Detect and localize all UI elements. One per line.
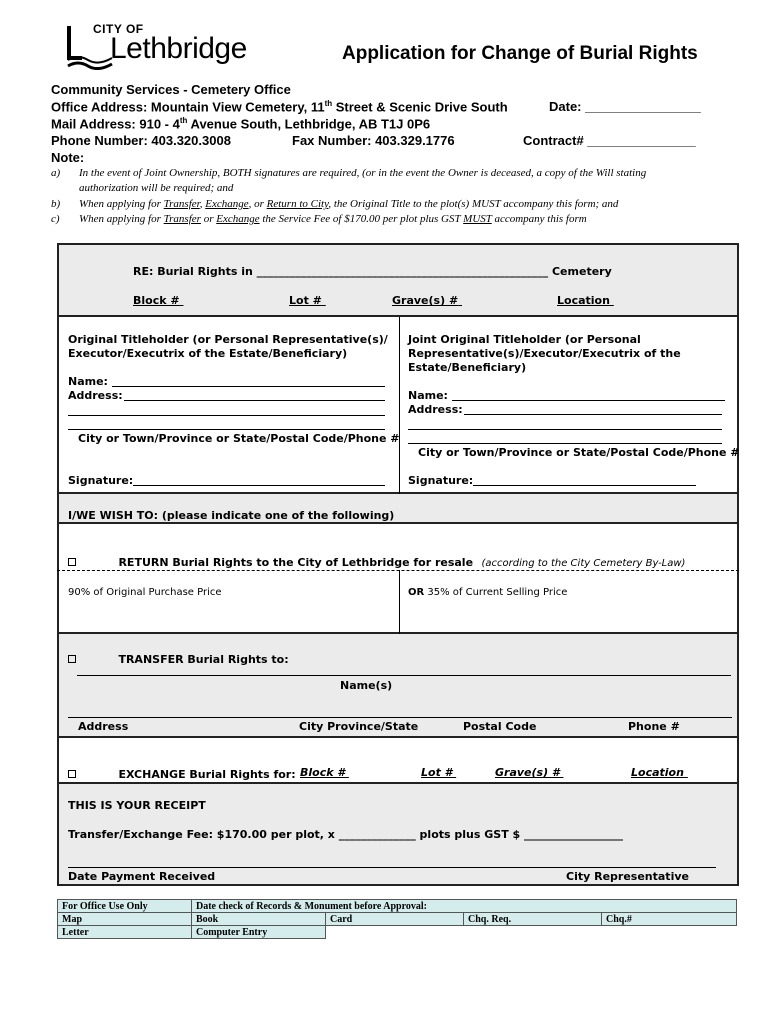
titleholder-name-label: Name: <box>68 375 108 388</box>
receipt-signature-line[interactable] <box>68 867 716 868</box>
transfer-postal-label: Postal Code <box>463 720 537 733</box>
transfer-names-label: Name(s) <box>340 679 393 692</box>
titleholder-address-input-2[interactable] <box>68 415 385 416</box>
joint-heading-cont-2: Estate/Beneficiary) <box>408 361 527 374</box>
exchange-lot-field[interactable]: Lot # <box>421 766 453 779</box>
titleholder-city-label: City or Town/Province or State/Postal Code/Phone # <box>78 432 400 445</box>
table-row <box>58 926 737 939</box>
office-chq-req-cell: Chq. Req. <box>464 913 602 926</box>
titleholder-signature-input[interactable] <box>133 485 385 486</box>
office-card-cell: Card <box>326 913 464 926</box>
office-department: Community Services - Cemetery Office <box>51 82 291 97</box>
page-title: Application for Change of Burial Rights <box>342 43 698 64</box>
receipt-fee-line[interactable]: Transfer/Exchange Fee: $170.00 per plot, x ______________ plots plus GST $ __________________ <box>68 828 624 841</box>
note-label: Note: <box>51 150 85 165</box>
return-section <box>57 524 739 634</box>
phone-number: Phone Number: 403.320.3008 <box>51 133 231 148</box>
receipt-city-rep-label: City Representative <box>566 870 689 883</box>
office-map-cell: Map <box>58 913 192 926</box>
re-block-field[interactable]: Block # <box>133 294 180 307</box>
note-a-text: In the event of Joint Ownership, BOTH signatures are required, (or in the event the Owner is deceased, a copy of the Will stating <box>79 167 647 179</box>
joint-city-label: City or Town/Province or State/Postal Code/Phone # <box>418 446 740 459</box>
return-label: RETURN Burial Rights to the City of Lethbridge for resale <box>118 556 474 569</box>
joint-heading: Joint Original Titleholder (or Personal <box>408 333 641 346</box>
return-checkbox[interactable] <box>68 558 76 566</box>
note-a-text-cont: authorization will be required; and <box>79 182 234 194</box>
office-address: Office Address: Mountain View Cemetery, 11th Street & Scenic Drive South <box>51 99 508 115</box>
logo-name: Lethbridge <box>110 32 247 65</box>
joint-heading-cont: Representative(s)/Executor/Executrix of the <box>408 347 681 360</box>
titleholder-heading: Original Titleholder (or Personal Representative(s)/ <box>68 333 388 346</box>
exchange-checkbox[interactable] <box>68 770 76 778</box>
re-grave-field[interactable]: Grave(s) # <box>392 294 459 307</box>
note-b-text: When applying for Transfer, Exchange, or Return to City, the Original Title to the plot(s) MUST accompany this form; and <box>79 198 619 210</box>
return-35pct: OR 35% of Current Selling Price <box>408 587 568 598</box>
re-burial-rights-field[interactable]: RE: Burial Rights in _____________________________________________________ Cemetery <box>133 265 612 278</box>
exchange-label: EXCHANGE Burial Rights for: <box>118 768 296 781</box>
office-computer-cell: Computer Entry <box>192 926 326 939</box>
joint-signature-input[interactable] <box>473 485 696 486</box>
return-note: (according to the City Cemetery By-Law) <box>481 558 686 569</box>
titleholder-heading-cont: Executor/Executrix of the Estate/Beneficiary) <box>68 347 348 360</box>
joint-name-label: Name: <box>408 389 448 402</box>
contract-field[interactable]: Contract# _______________ <box>523 133 696 148</box>
date-field[interactable]: Date: ________________ <box>549 99 701 114</box>
note-c: c) <box>51 213 60 225</box>
joint-address-input[interactable] <box>464 414 722 415</box>
transfer-phone-label: Phone # <box>628 720 680 733</box>
logo-city-of: CITY OF <box>93 22 144 36</box>
exchange-location-field[interactable]: Location <box>631 766 684 779</box>
joint-name-input[interactable] <box>452 400 725 401</box>
exchange-option[interactable] <box>68 765 296 783</box>
table-row <box>58 900 737 913</box>
transfer-option[interactable] <box>68 650 289 668</box>
return-option[interactable] <box>68 553 685 571</box>
re-location-field[interactable]: Location <box>557 294 610 307</box>
joint-address-input-2[interactable] <box>408 429 722 430</box>
titleholder-address-input[interactable] <box>124 400 385 401</box>
transfer-city-label: City Province/State <box>299 720 419 733</box>
transfer-names-input[interactable] <box>77 675 731 676</box>
office-chq-no-cell: Chq.# <box>602 913 737 926</box>
exchange-grave-field[interactable]: Grave(s) # <box>495 766 560 779</box>
records-check-header: Date check of Records & Monument before Approval: <box>192 900 737 913</box>
fax-number: Fax Number: 403.329.1776 <box>292 133 455 148</box>
office-use-table <box>57 899 737 939</box>
return-90pct: 90% of Original Purchase Price <box>68 587 222 598</box>
transfer-address-label: Address <box>78 720 129 733</box>
mail-address: Mail Address: 910 - 4th Avenue South, Lethbridge, AB T1J 0P6 <box>51 116 431 132</box>
city-logo <box>66 20 271 70</box>
receipt-heading: THIS IS YOUR RECEIPT <box>68 799 206 812</box>
joint-address-label: Address: <box>408 403 463 416</box>
office-book-cell: Book <box>192 913 326 926</box>
titleholder-city-input[interactable] <box>68 429 385 430</box>
receipt-date-label: Date Payment Received <box>68 870 216 883</box>
transfer-label: TRANSFER Burial Rights to: <box>118 653 289 666</box>
table-row <box>58 913 737 926</box>
note-c-text: When applying for Transfer or Exchange the Service Fee of $170.00 per plot plus GST MUST accompany this form <box>79 213 587 225</box>
titleholder-address-label: Address: <box>68 389 123 402</box>
transfer-address-input[interactable] <box>68 717 732 718</box>
note-b: b) <box>51 198 61 210</box>
exchange-block-field[interactable]: Block # <box>300 766 346 779</box>
office-use-header: For Office Use Only <box>58 900 192 913</box>
wish-heading: I/WE WISH TO: (please indicate one of the following) <box>68 509 395 522</box>
note-a-label: a) <box>51 167 61 179</box>
transfer-checkbox[interactable] <box>68 655 76 663</box>
office-letter-cell: Letter <box>58 926 192 939</box>
re-lot-field[interactable]: Lot # <box>289 294 322 307</box>
titleholder-signature-label: Signature: <box>68 474 134 487</box>
titleholder-name-input[interactable] <box>112 386 385 387</box>
joint-city-input[interactable] <box>408 443 722 444</box>
joint-signature-label: Signature: <box>408 474 474 487</box>
